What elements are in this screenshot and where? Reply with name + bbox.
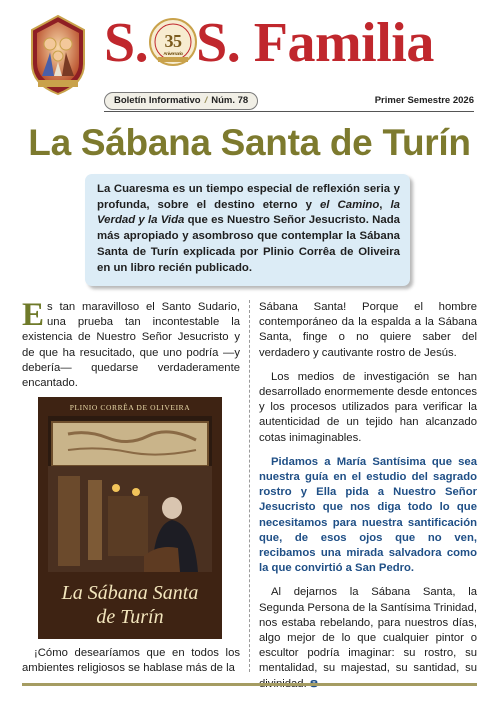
article-title: La Sábana Santa de Turín [28, 122, 471, 163]
anniversary-number: 35 [164, 31, 182, 52]
brand-left: S. [104, 12, 149, 74]
left-paragraph-1 [22, 297, 240, 391]
book-cover-image [38, 397, 222, 639]
issue-pill [104, 92, 258, 110]
brand-right: S. Familia [196, 12, 434, 74]
intro-italic-2: la Verdad y la Vida [97, 198, 401, 227]
intro-text-1: La Cuaresma es un tiempo especial de reflexión seria y profunda, sobre el destino eterno y [97, 183, 400, 211]
left-paragraph-1-text: s tan maravilloso el Santo Sudario, una prueba tan incontestable la existencia de Nuestro Señor Jesucristo y de que ha resucitado, que uno podría —y debería— quedarse verdaderamente encantado. [22, 301, 240, 390]
right-paragraph-2: Los medios de investigación se han desarrollado enormemente desde entonces y los procesos utilizados para verificar la autenticidad de un tejido han alcanzado cotas inimaginables. [259, 370, 477, 444]
column-divider [249, 300, 250, 672]
left-column-continued [22, 646, 240, 676]
intro-text-3: que es Nuestro Señor Jesucristo. Nada más apropiado y asombroso que contemplar la Sábana Santa de Turín explicada por Plinio Corrêa de Oliveira en un libro recién publicado. [97, 214, 400, 274]
shroud-viewer-illustration [48, 416, 212, 572]
masthead-rule [104, 111, 474, 112]
book-title-line-2: de Turín [96, 606, 164, 628]
book-author: PLINIO CORRÊA DE OLIVEIRA [69, 403, 191, 412]
right-paragraph-3-text: Al dejarnos la Sábana Santa, la Segunda Persona de la Santísima Trinidad, nos estaba rebelando, para nuestros días, algo mejor de lo que cualquier pintor o escultor podría imaginar: su rostro, su mentalidad, su majestad, su santidad, su [259, 586, 477, 675]
semester-label: Primer Semestre 2026 [374, 95, 474, 106]
right-paragraph-3 [259, 585, 477, 691]
slash-separator-icon: / [204, 95, 208, 106]
drop-cap: E [22, 297, 45, 333]
issue-number: Núm. 78 [211, 95, 249, 106]
anniversary-badge-icon [148, 17, 198, 67]
left-column [22, 297, 240, 400]
footer-rule [22, 683, 477, 686]
anniversary-word: Aniversario [163, 51, 183, 57]
issue-info-bar [104, 92, 474, 110]
highlight-paragraph: Pidamos a María Santísima que sea nuestra guía en el estudio del sagrado rostro y Ella pida a Nuestro Señor Jesucristo que nos diga todo lo que necesitamos para nuestra santificación que, de esos ojos que no ven, recibamos una mirada salvadora como la que convirtió a San Pedro. [259, 455, 477, 575]
holy-family-crest-icon [28, 14, 88, 96]
intro-box [85, 174, 410, 286]
intro-text-2: , [379, 198, 391, 211]
right-paragraph-1: Sábana Santa! Porque el hombre contemporáneo da la espalda a la Sábana Santa, finge o no quiere saber del verdadero y cautivante rostro de Jesús. [259, 301, 477, 359]
bulletin-label: Boletín Informativo [114, 95, 201, 106]
right-column [259, 300, 477, 701]
left-paragraph-2: ¡Cómo desearíamos que en todos los ambientes religiosos se hablase más de la [22, 647, 240, 675]
book-title-line-1: La Sábana Santa [61, 582, 199, 604]
book-title [38, 581, 222, 629]
brand-title [104, 6, 434, 80]
masthead [0, 0, 499, 118]
intro-italic-1: el Camino [319, 198, 380, 211]
